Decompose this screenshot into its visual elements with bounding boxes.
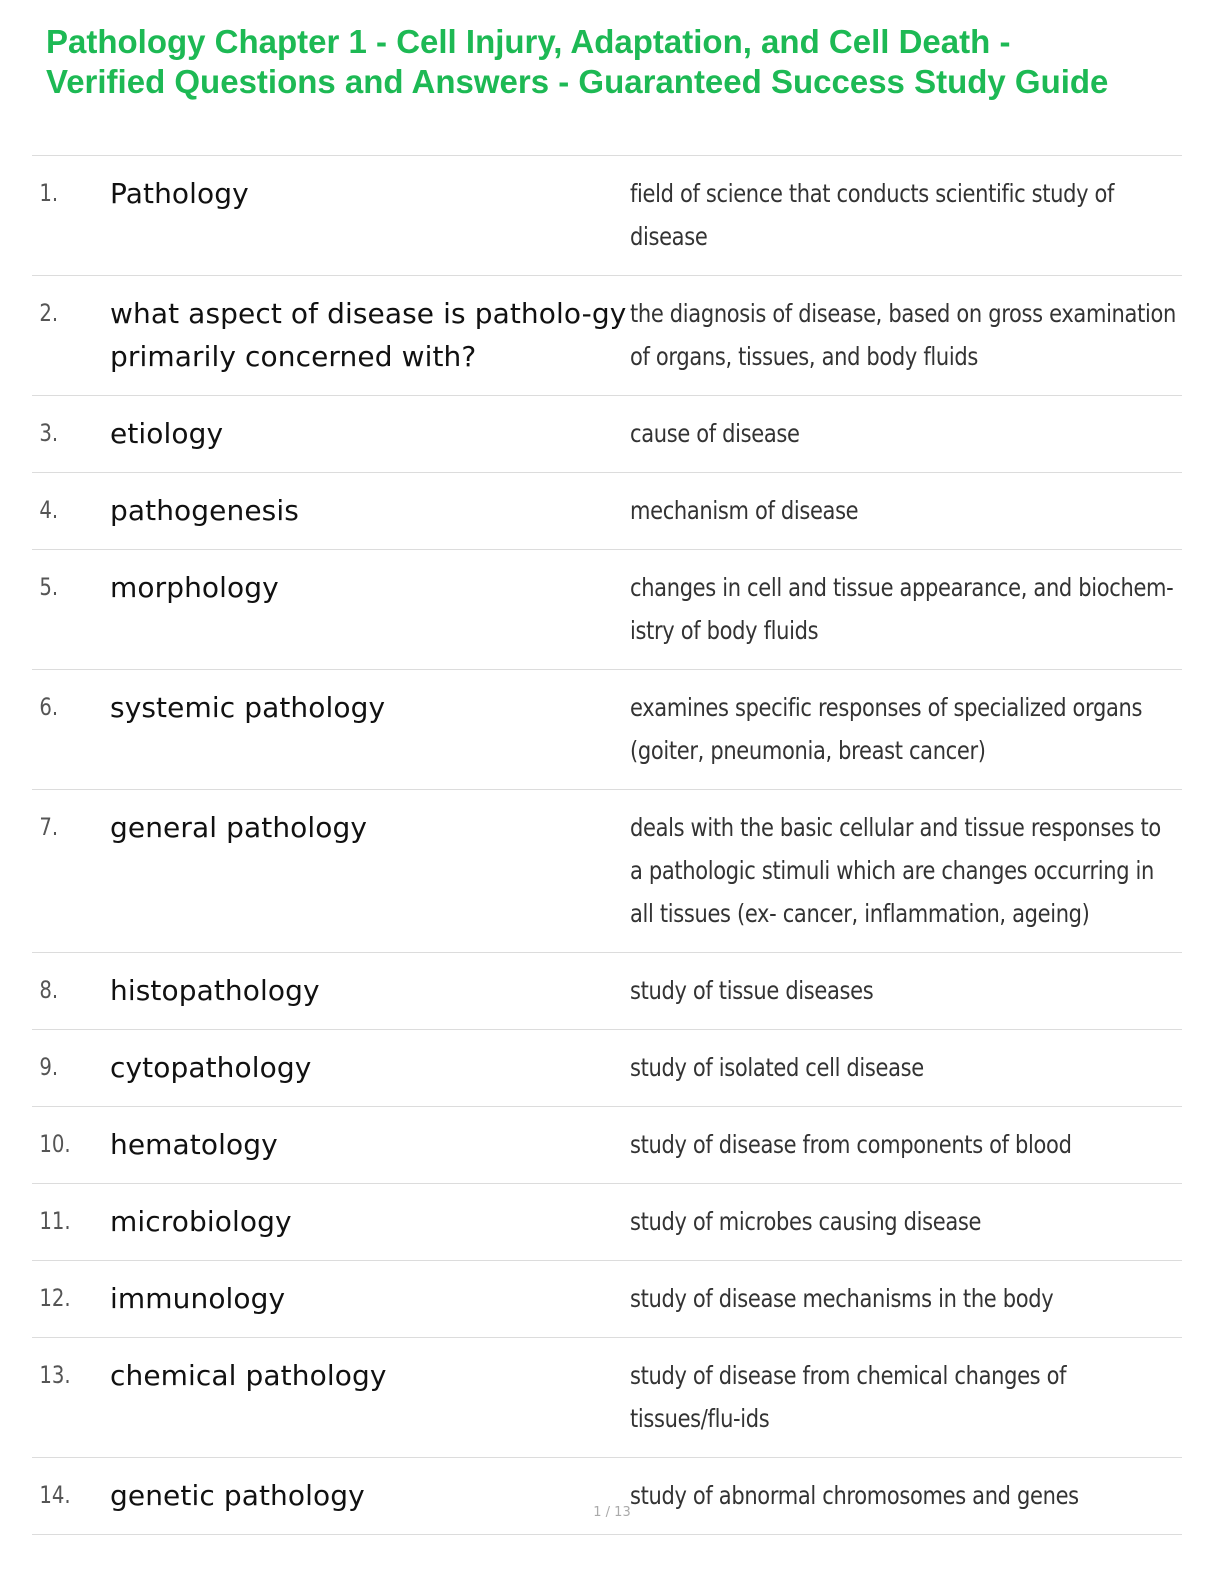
card-number: 5. <box>39 573 59 601</box>
card-definition-cell <box>630 1354 1182 1440</box>
card-definition: study of disease from components of blood <box>630 1130 1072 1159</box>
card-number: 7. <box>39 813 59 841</box>
card-definition: study of microbes causing disease <box>630 1207 982 1236</box>
table-row <box>32 670 1182 790</box>
card-definition-cell <box>630 292 1182 378</box>
table-row <box>32 1458 1182 1535</box>
card-definition-cell <box>630 686 1182 772</box>
table-row <box>32 1184 1182 1261</box>
card-definition-cell <box>630 489 1182 532</box>
card-term: chemical pathology <box>110 1359 387 1392</box>
card-definition-cell <box>630 1200 1182 1243</box>
card-definition-cell <box>630 172 1182 258</box>
card-term: morphology <box>110 571 279 604</box>
card-term: pathogenesis <box>110 494 299 527</box>
card-definition-cell <box>630 1123 1182 1166</box>
title-line-1: Pathology Chapter 1 - Cell Injury, Adaptation, and Cell Death - <box>46 23 1011 60</box>
card-number: 8. <box>39 976 59 1004</box>
card-term: etiology <box>110 417 224 450</box>
card-number: 14. <box>39 1481 71 1509</box>
card-definition: mechanism of disease <box>630 496 859 525</box>
card-term: genetic pathology <box>110 1479 365 1512</box>
table-row <box>32 953 1182 1030</box>
card-definition: cause of disease <box>630 419 800 448</box>
table-row <box>32 156 1182 276</box>
card-definition-cell <box>630 969 1182 1012</box>
card-term: general pathology <box>110 811 368 844</box>
card-number: 1. <box>39 179 59 207</box>
card-number: 12. <box>39 1284 71 1312</box>
card-definition: field of science that conducts scientific study of disease <box>630 179 1115 251</box>
table-row <box>32 1030 1182 1107</box>
card-term: hematology <box>110 1128 278 1161</box>
document-title <box>46 22 1206 102</box>
card-term: Pathology <box>110 177 249 210</box>
flashcard-table <box>32 155 1182 1535</box>
card-number: 10. <box>39 1130 71 1158</box>
table-row <box>32 1261 1182 1338</box>
card-definition: study of isolated cell disease <box>630 1053 924 1082</box>
card-number: 11. <box>39 1207 71 1235</box>
card-term: cytopathology <box>110 1051 312 1084</box>
card-number: 3. <box>39 419 59 447</box>
table-row <box>32 550 1182 670</box>
card-definition: study of abnormal chromosomes and genes <box>630 1481 1079 1510</box>
card-number: 6. <box>39 693 59 721</box>
card-definition-cell <box>630 1277 1182 1320</box>
table-row <box>32 790 1182 953</box>
card-term: immunology <box>110 1282 286 1315</box>
title-line-2: Verified Questions and Answers - Guaranteed Success Study Guide <box>46 63 1109 100</box>
table-row <box>32 396 1182 473</box>
card-definition-cell <box>630 412 1182 455</box>
card-definition: changes in cell and tissue appearance, and biochem-istry of body fluids <box>630 573 1174 645</box>
card-definition-cell <box>630 566 1182 652</box>
table-row <box>32 473 1182 550</box>
table-row <box>32 1338 1182 1458</box>
card-number: 13. <box>39 1361 71 1389</box>
card-definition: study of disease mechanisms in the body <box>630 1284 1054 1313</box>
card-term: what aspect of disease is patholo-gy primarily concerned with? <box>110 297 627 373</box>
table-row <box>32 276 1182 396</box>
card-term: microbiology <box>110 1205 292 1238</box>
card-definition: deals with the basic cellular and tissue responses to a pathologic stimuli which are changes occurring in all tissues (ex- cancer, inflammation, ageing) <box>630 813 1161 928</box>
table-row <box>32 1107 1182 1184</box>
card-number: 4. <box>39 496 59 524</box>
card-definition: the diagnosis of disease, based on gross examination of organs, tissues, and body fluids <box>630 299 1176 371</box>
card-definition: study of tissue diseases <box>630 976 874 1005</box>
card-term: histopathology <box>110 974 320 1007</box>
card-number: 9. <box>39 1053 59 1081</box>
card-term: systemic pathology <box>110 691 386 724</box>
card-definition-cell <box>630 806 1182 935</box>
card-definition: study of disease from chemical changes of tissues/flu-ids <box>630 1361 1067 1433</box>
card-definition: examines specific responses of specialized organs (goiter, pneumonia, breast cancer) <box>630 693 1143 765</box>
card-number: 2. <box>39 299 59 327</box>
card-definition-cell <box>630 1046 1182 1089</box>
page-indicator: 1 / 13 <box>593 1505 631 1520</box>
